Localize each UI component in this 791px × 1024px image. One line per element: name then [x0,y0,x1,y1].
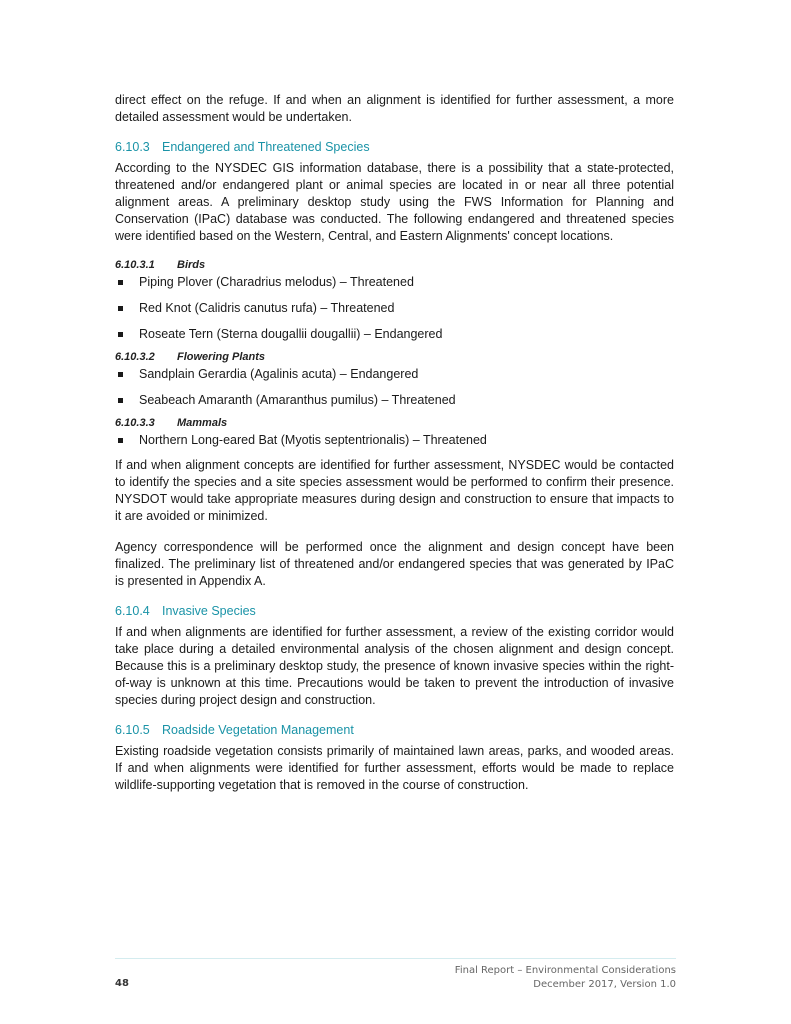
contact-paragraph: If and when alignment concepts are identified for further assessment, NYSDEC would be contacted to identify the species and a site species assessment would be performed to confirm their presence. NYSDOT would take appropriate measures during design and construction to ensure that impacts to it are avoided or minimized. [115,458,674,523]
bullet-icon [118,332,123,337]
page-body [115,92,674,794]
section-number: 6.10.5 [115,723,150,737]
list-item: Red Knot (Calidris canutus rufa) – Threatened [115,300,674,317]
bullet-icon [118,398,123,403]
subsection-title: Mammals [177,417,228,429]
footer-report-title: Final Report – Environmental Considerations [454,965,676,976]
subsection-number: 6.10.3.1 [115,259,155,271]
subsection-title: Birds [177,259,206,271]
section-title: Invasive Species [162,604,256,618]
bullet-icon [118,372,123,377]
agency-paragraph: Agency correspondence will be performed once the alignment and design concept have been finalized. The preliminary list of threatened and/or endangered species that was generated by IPaC is presented in Appendix A. [115,540,674,588]
section-number: 6.10.4 [115,604,150,618]
mammals-list [115,432,674,449]
invasive-species-paragraph: If and when alignments are identified for further assessment, a review of the existing corridor would take place during a detailed environmental analysis of the chosen alignment and design concept. Because this is a preliminary desktop study, the presence of known invasive species within the right-of-way is unknown at this time. Precautions would be taken to prevent the introduction of invasive species during project design and construction. [115,625,674,707]
footer-date: December 2017, Version 1.0 [533,979,676,990]
subsection-number: 6.10.3.2 [115,351,155,363]
list-item: Northern Long-eared Bat (Myotis septentrionalis) – Threatened [115,432,674,449]
bullet-icon [118,280,123,285]
section-number: 6.10.3 [115,140,150,154]
section-heading-6-10-4 [115,604,674,618]
section-heading-6-10-3 [115,140,674,154]
bullet-icon [118,438,123,443]
vegetation-paragraph: Existing roadside vegetation consists primarily of maintained lawn areas, parks, and wooded areas. If and when alignments were identified for further assessment, efforts would be made to replace wildlife-supporting vegetation that is removed in the course of construction. [115,744,674,792]
section-heading-6-10-5 [115,723,674,737]
subsection-heading-mammals [115,417,674,429]
endangered-species-paragraph: According to the NYSDEC GIS information database, there is a possibility that a state-protected, threatened and/or endangered plant or animal species are located in or near all three potential alignment areas. A preliminary desktop study using the FWS Information for Planning and Conservation (IPaC) database was conducted. The following endangered and threatened species were identified based on the Western, Central, and Eastern Alignments' concept locations. [115,161,674,243]
birds-list [115,274,674,343]
subsection-heading-flowering-plants [115,351,674,363]
list-item: Sandplain Gerardia (Agalinis acuta) – Endangered [115,366,674,383]
footer-info [455,964,676,992]
list-item: Seabeach Amaranth (Amaranthus pumilus) – Threatened [115,392,674,409]
list-item: Piping Plover (Charadrius melodus) – Threatened [115,274,674,291]
subsection-heading-birds [115,259,674,271]
section-title: Endangered and Threatened Species [162,140,370,154]
subsection-title: Flowering Plants [177,351,266,363]
intro-paragraph: direct effect on the refuge. If and when an alignment is identified for further assessment, a more detailed assessment would be undertaken. [115,93,674,124]
plants-list [115,366,674,409]
subsection-number: 6.10.3.3 [115,417,155,429]
list-item: Roseate Tern (Sterna dougallii dougallii) – Endangered [115,326,674,343]
footer-divider [115,958,676,959]
page-number: 48 [115,978,129,989]
bullet-icon [118,306,123,311]
section-title: Roadside Vegetation Management [162,723,354,737]
